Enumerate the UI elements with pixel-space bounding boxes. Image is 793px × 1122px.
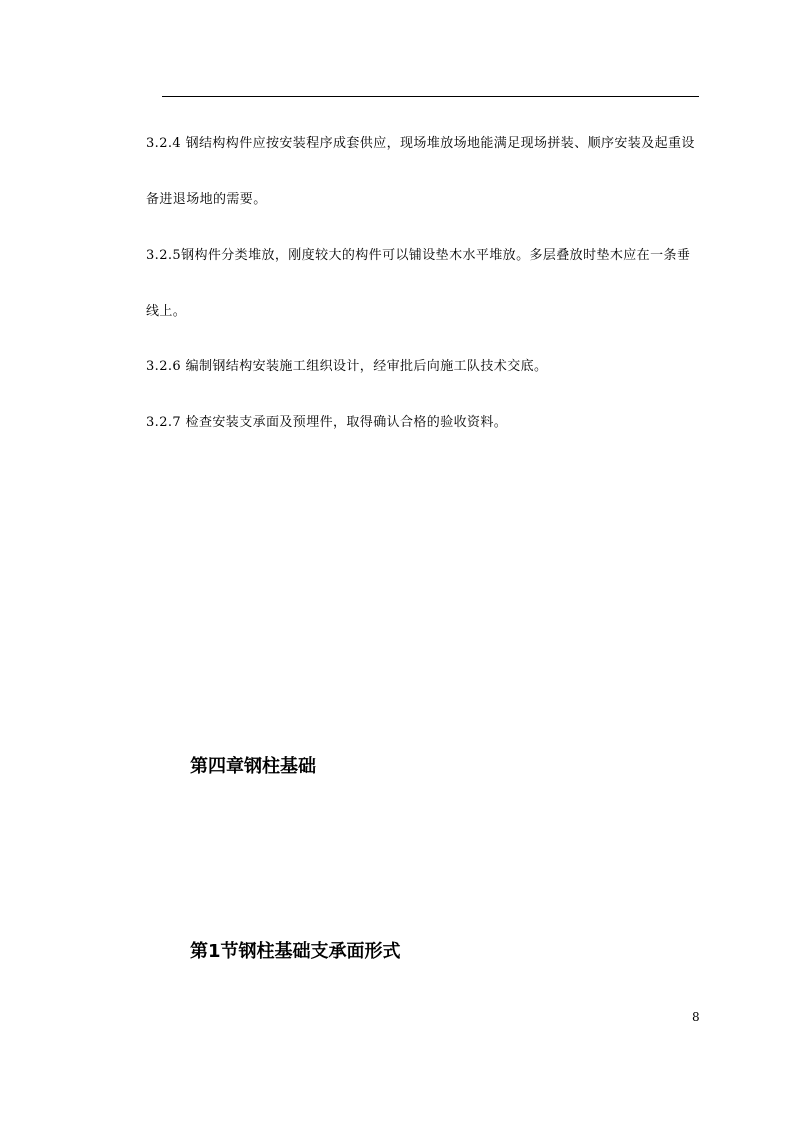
header-rule xyxy=(162,96,699,97)
paragraph-3-2-4-line-1: 3.2.4 钢结构构件应按安装程序成套供应，现场堆放场地能满足现场拼装、顺序安装及起重设 xyxy=(146,136,695,151)
paragraph-3-2-4-line-2: 备进退场地的需要。 xyxy=(146,192,267,207)
section-title: 第1节钢柱基础支承面形式 xyxy=(190,941,401,962)
paragraph-3-2-6: 3.2.6 编制钢结构安装施工组织设计，经审批后向施工队技术交底。 xyxy=(146,359,548,374)
paragraph-3-2-5-line-1: 3.2.5钢构件分类堆放，刚度较大的构件可以铺设垫木水平堆放。多层叠放时垫木应在一条垂 xyxy=(146,248,691,263)
page-number: 8 xyxy=(692,1010,700,1024)
paragraph-3-2-7: 3.2.7 检查安装支承面及预埋件，取得确认合格的验收资料。 xyxy=(146,415,508,430)
chapter-title: 第四章钢柱基础 xyxy=(190,756,316,777)
paragraph-3-2-5-line-2: 线上。 xyxy=(146,304,187,319)
